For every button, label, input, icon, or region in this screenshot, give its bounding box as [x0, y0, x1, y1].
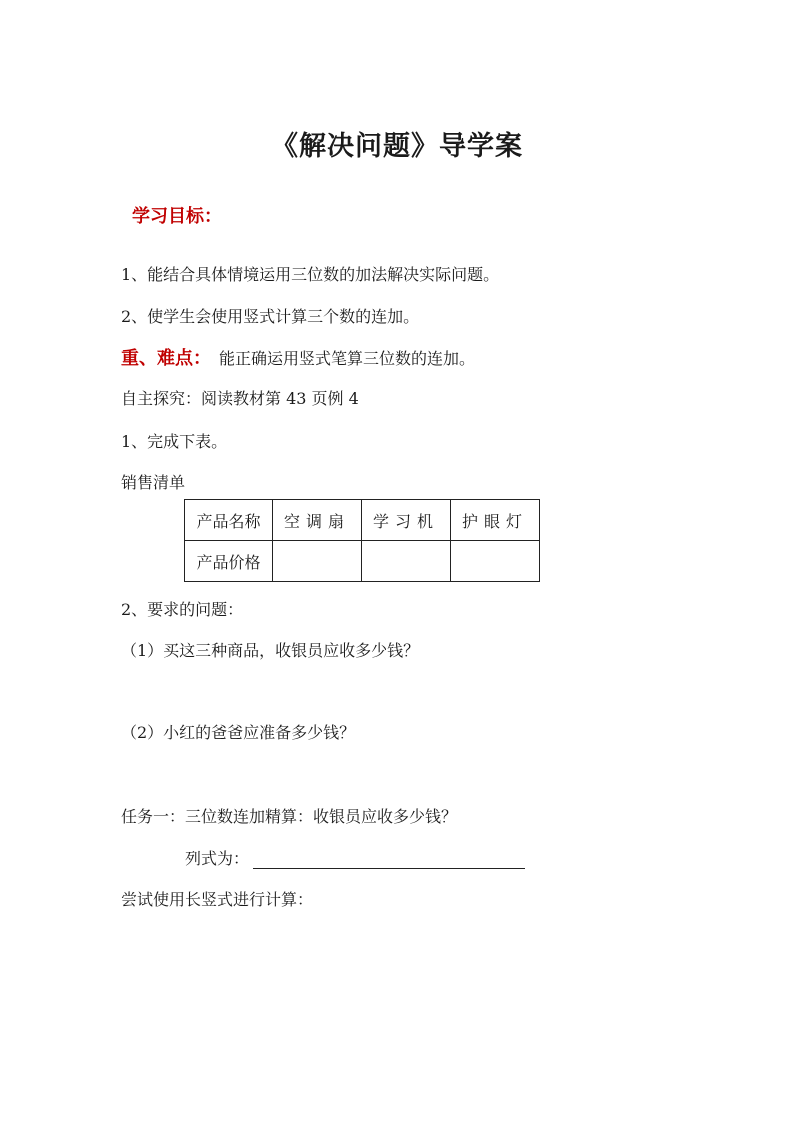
- table-cell-blank: [451, 541, 540, 582]
- table-cell: 空调扇: [273, 500, 362, 541]
- table-caption: 销售清单: [121, 473, 186, 492]
- table-cell-blank: [273, 541, 362, 582]
- key-points-text: 能正确运用竖式笔算三位数的连加。: [219, 349, 476, 368]
- page-title: 《解决问题》导学案: [271, 131, 523, 162]
- answer-blank: [253, 851, 525, 869]
- table-cell: 产品名称: [185, 500, 273, 541]
- question-2: （2）小红的爸爸应准备多少钱？: [121, 723, 356, 742]
- sales-table: [184, 499, 540, 582]
- key-points-label: 重、难点：: [121, 348, 211, 369]
- task-2: 2、要求的问题：: [121, 600, 244, 619]
- table-row: [185, 541, 540, 582]
- task-1: 1、完成下表。: [121, 432, 228, 451]
- table-cell: 护眼灯: [451, 500, 540, 541]
- goals-heading: 学习目标：: [132, 206, 222, 227]
- key-points: [121, 344, 475, 370]
- table-cell-blank: [362, 541, 451, 582]
- formula-label: 列式为：: [185, 849, 250, 868]
- table-header-row: [185, 500, 540, 541]
- table-cell: 学习机: [362, 500, 451, 541]
- mission-1: 任务一：三位数连加精算：收银员应收多少钱？: [121, 807, 458, 826]
- formula-line: [185, 846, 525, 869]
- question-1: （1）买这三种商品，收银员应收多少钱？: [121, 641, 420, 660]
- explore-line: 自主探究：阅读教材第 43 页例 4: [121, 389, 359, 408]
- vertical-instruction: 尝试使用长竖式进行计算：: [121, 890, 314, 909]
- table-cell: 产品价格: [185, 541, 273, 582]
- goal-item-1: 1、能结合具体情境运用三位数的加法解决实际问题。: [121, 265, 500, 284]
- goal-item-2: 2、使学生会使用竖式计算三个数的连加。: [121, 307, 420, 326]
